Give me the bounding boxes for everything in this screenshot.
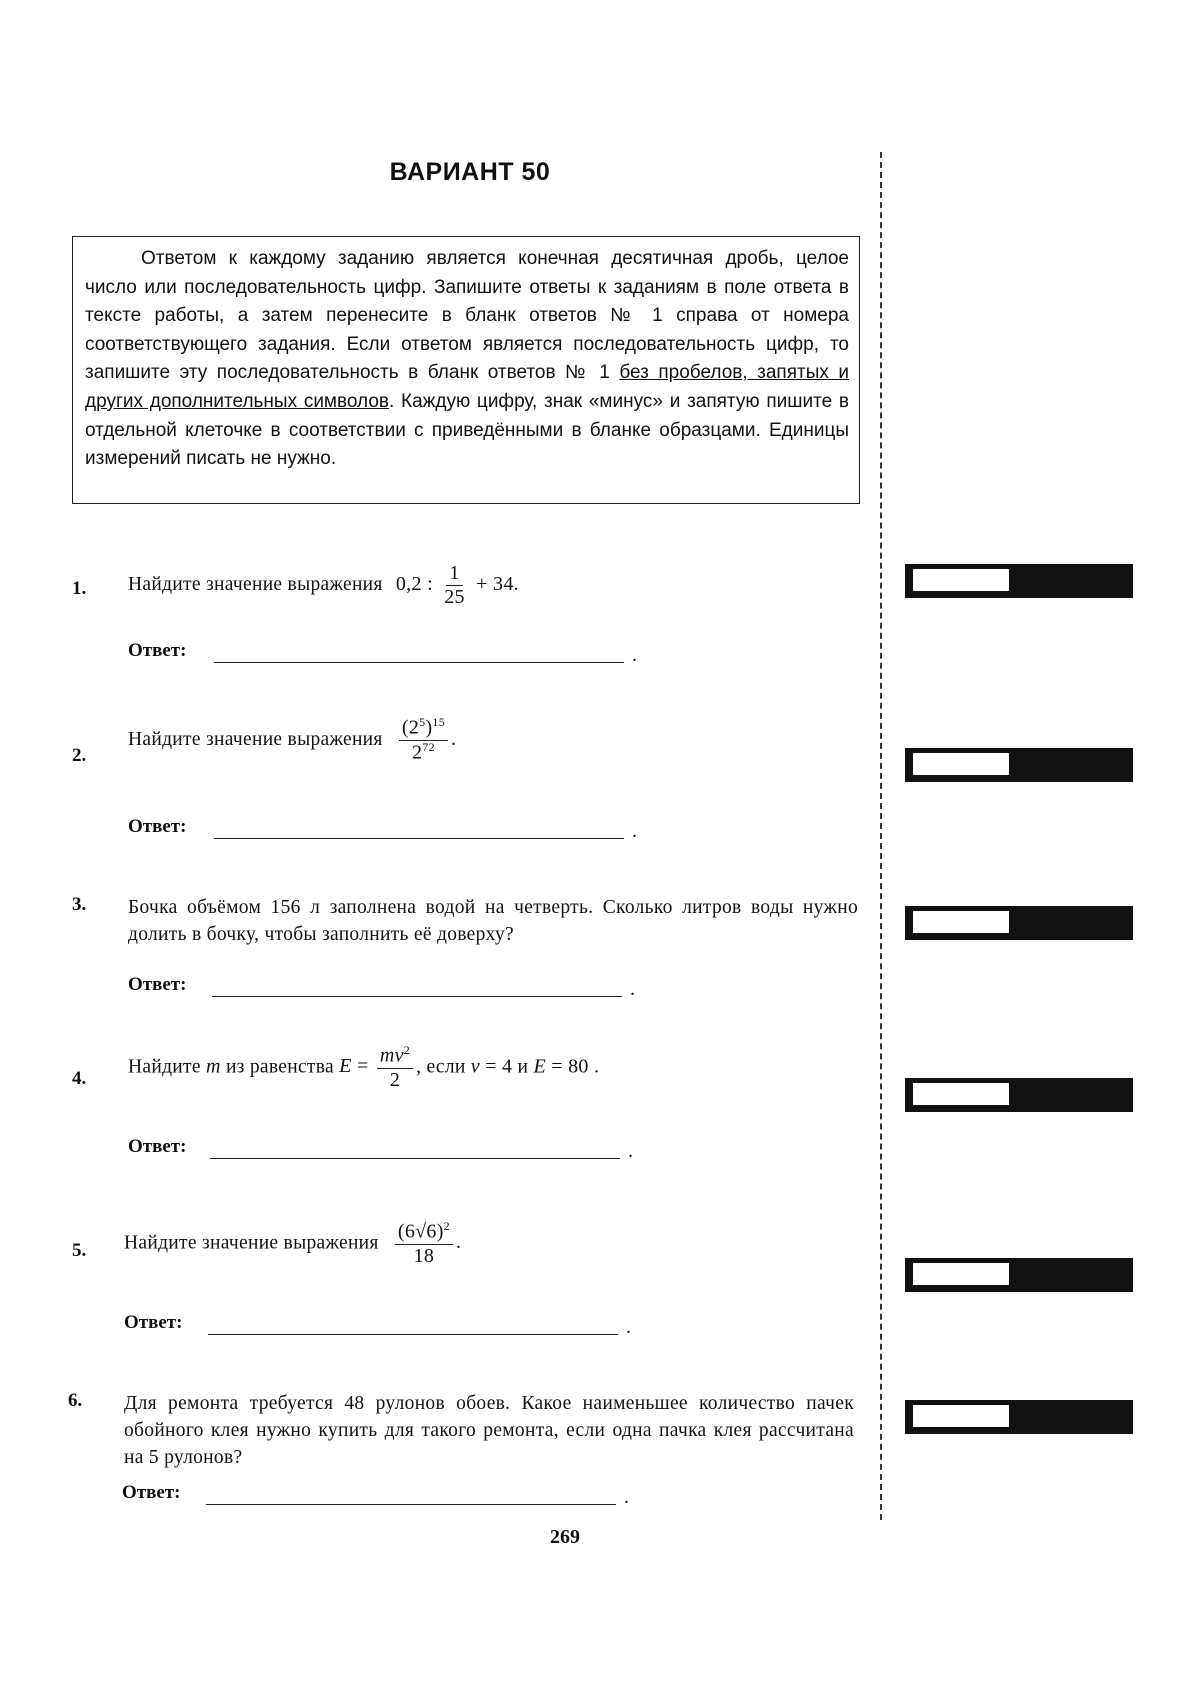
answer-label: Ответ: bbox=[128, 816, 187, 837]
answer-box-4 bbox=[905, 1078, 1133, 1112]
answer-field[interactable] bbox=[210, 1158, 620, 1159]
instructions-underlined: без пробелов, запятых и других дополнительных символов bbox=[85, 362, 849, 412]
answer-label: Ответ: bbox=[122, 1482, 181, 1503]
task-text: Найдите m из равенства E = $\frac{mv^2}{2}$ , если v = 4 и E = 80 . bbox=[128, 1043, 600, 1091]
answer-label: Ответ: bbox=[128, 640, 187, 661]
task-number: 6. bbox=[68, 1390, 83, 1411]
answer-field[interactable] bbox=[208, 1334, 618, 1335]
fraction: $\frac{(2^5)^{15}}{2^{72}}$ bbox=[399, 716, 448, 764]
page-number: 269 bbox=[550, 1526, 580, 1548]
answer-field[interactable] bbox=[214, 662, 624, 663]
expression: $\frac{(2^5)^{15}}{2^{72}}$ . bbox=[396, 728, 456, 750]
task-number: 5. bbox=[72, 1240, 87, 1261]
answer-box-3 bbox=[905, 906, 1133, 940]
task-number: 4. bbox=[72, 1068, 87, 1089]
answer-field[interactable] bbox=[206, 1504, 616, 1505]
answer-label: Ответ: bbox=[124, 1312, 183, 1333]
task-text: Для ремонта требуется 48 рулонов обоев. Какое наименьшее количество пачек обойного клея нужно купить для такого ремонта, если одна пачка клея рассчитана на 5 рулонов? bbox=[124, 1393, 854, 1468]
fraction: $\frac{(6√6)^2}{18}$ bbox=[395, 1220, 453, 1268]
expression: 0,2 : $\frac{1}{25}$ + 34. bbox=[395, 562, 519, 608]
fraction: $\frac{mv^2}{2}$ bbox=[377, 1044, 413, 1092]
answer-box-5 bbox=[905, 1258, 1133, 1292]
expression: $\frac{(6√6)^2}{18}$ . bbox=[392, 1231, 461, 1253]
answer-label: Ответ: bbox=[128, 1136, 187, 1157]
answer-field[interactable] bbox=[212, 996, 622, 997]
instructions-text: Ответом к каждому заданию является конечная десятичная дробь, целое число или последовательность цифр. Запишите ответы к заданиям в поле ответа в тексте работы, а затем перенесите в бланк ответов № 1 справа от номера соответствующего задания. Если ответом является последовательность цифр, то запишите эту последовательность в бланк ответов № 1 без пробелов, запятых и других дополнительных символов. Каждую цифру, знак «минус» и запятую пишите в отдельной клеточке в соответствии с приведёнными в бланке образцами. Единицы измерений писать не нужно. bbox=[85, 248, 849, 470]
answer-box-6 bbox=[905, 1400, 1133, 1434]
answer-box-2 bbox=[905, 748, 1133, 782]
expression: E = $\frac{mv^2}{2}$ bbox=[339, 1055, 416, 1077]
task-text: Найдите значение выражения $\frac{(2^5)^{15}}{2^{72}}$ . bbox=[128, 715, 457, 764]
task-number: 3. bbox=[72, 894, 87, 915]
task-text: Найдите значение выражения $\frac{(6√6)^2}{18}$ . bbox=[124, 1219, 462, 1267]
task-text: Бочка объёмом 156 л заполнена водой на четверть. Сколько литров воды нужно долить в бочку, чтобы заполнить её доверху? bbox=[128, 897, 858, 945]
page-title: ВАРИАНТ 50 bbox=[389, 158, 551, 186]
instructions-box bbox=[72, 236, 860, 504]
answer-label: Ответ: bbox=[128, 974, 187, 995]
cut-line bbox=[880, 152, 882, 1520]
task-number: 1. bbox=[72, 578, 87, 599]
task-number: 2. bbox=[72, 745, 87, 766]
answer-field[interactable] bbox=[214, 838, 624, 839]
answer-box-1 bbox=[905, 564, 1133, 598]
fraction: $\frac{1}{25}$ bbox=[444, 562, 465, 608]
task-text: Найдите значение выражения 0,2 : $\frac{1}{25}$ + 34. bbox=[128, 562, 519, 608]
